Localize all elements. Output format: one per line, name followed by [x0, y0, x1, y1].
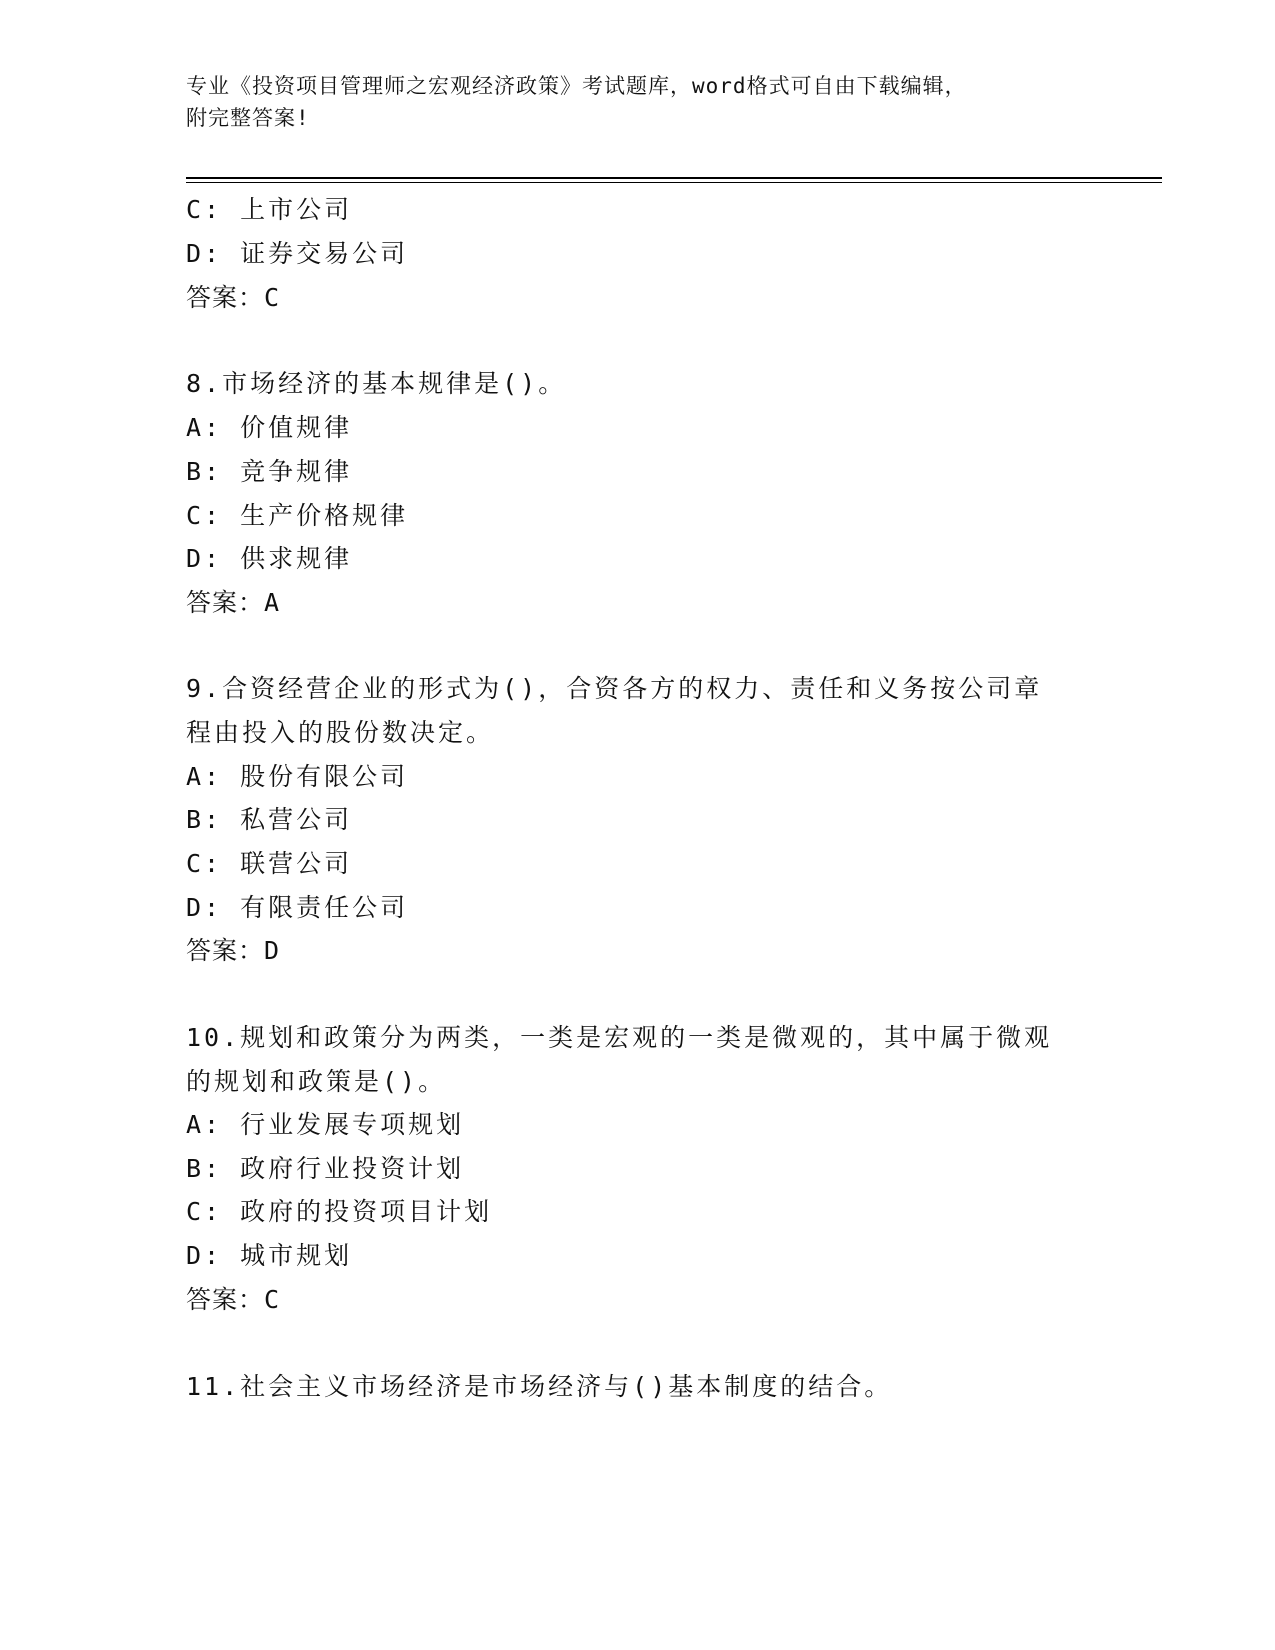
answer-line: 答案：C	[186, 283, 281, 312]
option-c: C: 上市公司	[186, 195, 353, 224]
question-11-stem: 11.社会主义市场经济是市场经济与()基本制度的结合。	[186, 1372, 893, 1401]
q9-option-a: A: 股份有限公司	[186, 762, 409, 791]
q10-option-d: D: 城市规划	[186, 1241, 353, 1270]
document-header	[186, 70, 1086, 134]
header-line-1: 专业《投资项目管理师之宏观经济政策》考试题库，word格式可自由下载编辑，	[186, 74, 967, 98]
question-8-stem: 8.市场经济的基本规律是()。	[186, 369, 567, 398]
header-line-2: 附完整答案!	[186, 106, 310, 130]
question-9-stem-line-2: 程由投入的股份数决定。	[186, 718, 495, 747]
q8-option-d: D: 供求规律	[186, 544, 353, 573]
q9-answer: 答案：D	[186, 936, 281, 965]
q10-answer: 答案：C	[186, 1285, 281, 1314]
question-10-stem-line-2: 的规划和政策是()。	[186, 1067, 447, 1096]
header-rule-thick	[186, 177, 1162, 179]
q9-option-b: B: 私营公司	[186, 805, 353, 834]
q8-option-b: B: 竞争规律	[186, 457, 353, 486]
option-d: D: 证券交易公司	[186, 239, 409, 268]
question-10-stem-line-1: 10.规划和政策分为两类，一类是宏观的一类是微观的，其中属于微观	[186, 1023, 1053, 1052]
q8-option-a: A: 价值规律	[186, 413, 353, 442]
q8-option-c: C: 生产价格规律	[186, 501, 409, 530]
question-9-stem-line-1: 9.合资经营企业的形式为()，合资各方的权力、责任和义务按公司章	[186, 674, 1043, 703]
q8-answer: 答案：A	[186, 588, 281, 617]
q10-option-b: B: 政府行业投资计划	[186, 1154, 465, 1183]
q10-option-a: A: 行业发展专项规划	[186, 1110, 465, 1139]
q10-option-c: C: 政府的投资项目计划	[186, 1197, 493, 1226]
header-rule-thin	[186, 182, 1162, 183]
q9-option-d: D: 有限责任公司	[186, 893, 409, 922]
q9-option-c: C: 联营公司	[186, 849, 353, 878]
